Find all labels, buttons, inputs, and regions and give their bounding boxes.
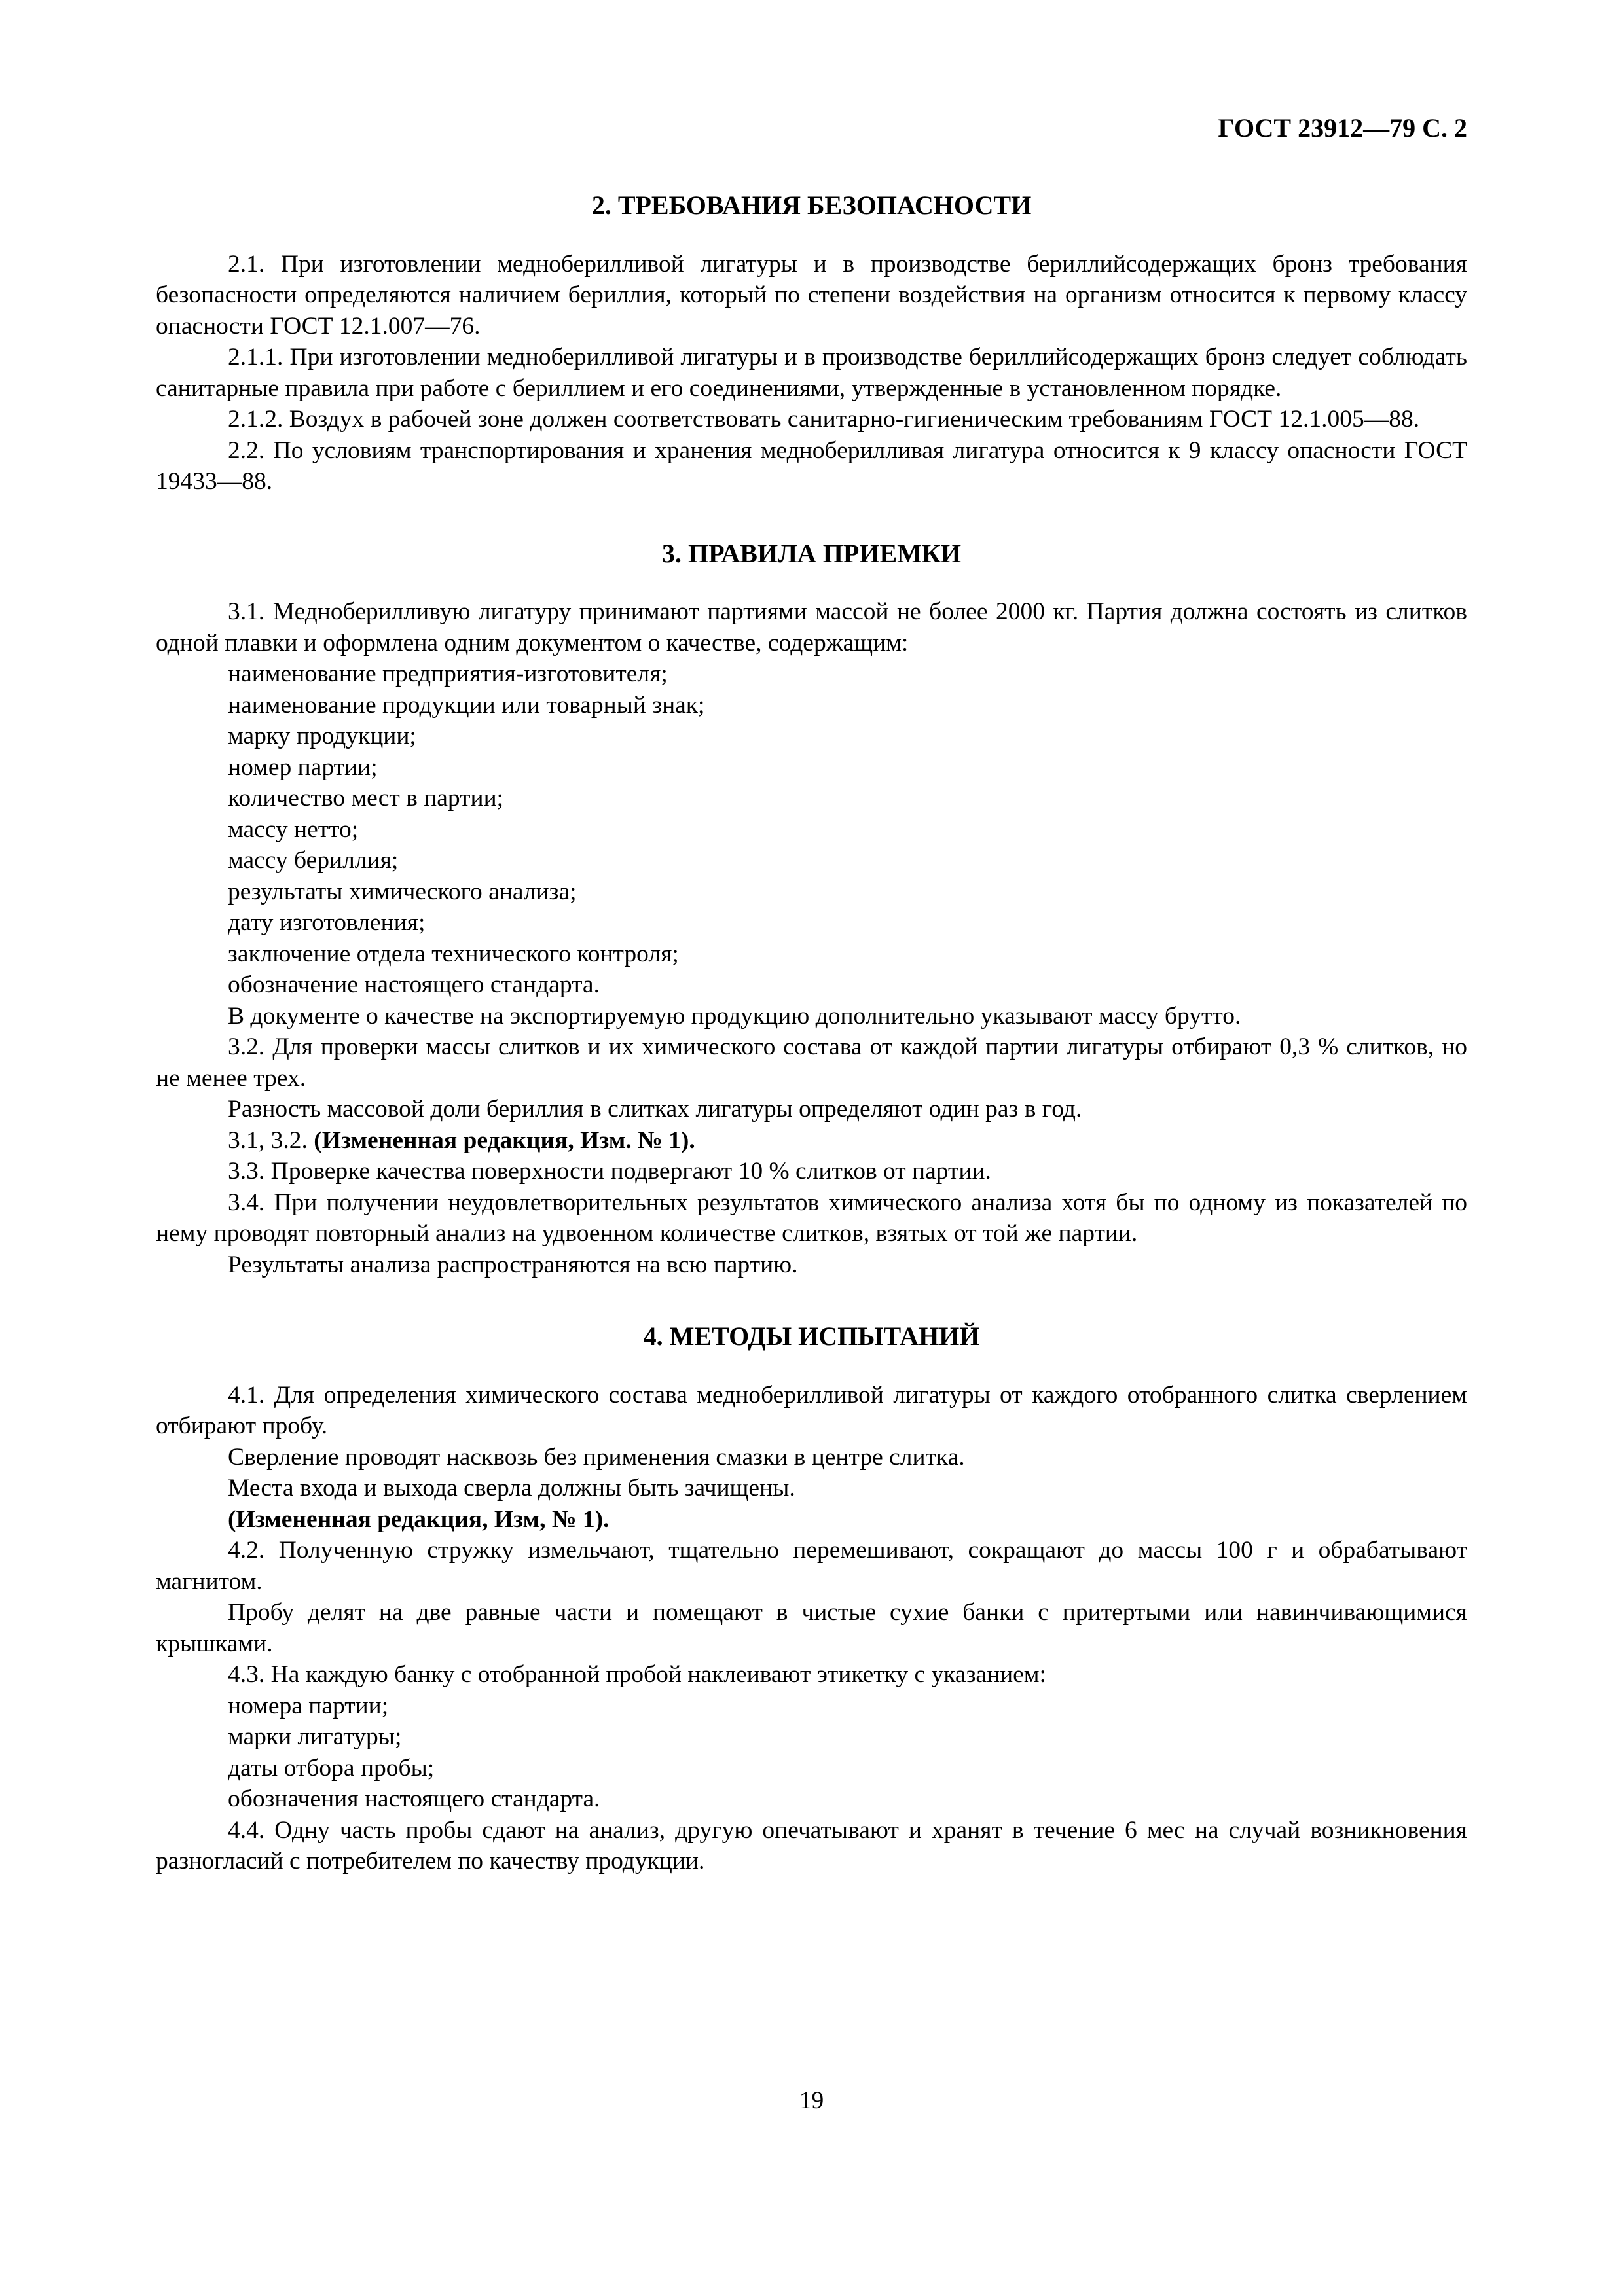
list-item: заключение отдела технического контроля; <box>228 940 679 967</box>
list-item: марку продукции; <box>228 723 416 749</box>
list-item: результаты химического анализа; <box>228 878 577 905</box>
paragraph: 4.4. Одну часть пробы сдают на анализ, другую опечатывают и хранят в течение 6 мес на случай возникновения разногласий с потребителем по качеству продукции. <box>156 1816 1467 1874</box>
section-test-methods <box>156 1321 1467 1877</box>
document-body <box>156 190 1467 1877</box>
section-safety <box>156 190 1467 497</box>
paragraph: 2.1.2. Воздух в рабочей зоне должен соответствовать санитарно-гигиеническим требованиям ГОСТ 12.1.005—88. <box>228 406 1420 433</box>
paragraph: 3.4. При получении неудовлетворительных результатов химического анализа хотя бы по одному из показателей по нему проводят повторный анализ на удвоенном количестве слитков, взятых от той же партии. <box>156 1189 1467 1247</box>
paragraph: 2.1. При изготовлении медноберилливой лигатуры и в производстве бериллийсодержащих бронз требования безопасности определяются наличием бериллия, который по степени воздействия на организм относится к первому классу опасности ГОСТ 12.1.007—76. <box>156 250 1467 340</box>
paragraph: 3.2. Для проверки массы слитков и их химического состава от каждой партии лигатуры отбирают 0,3 % слитков, но не менее трех. <box>156 1033 1467 1092</box>
section-acceptance <box>156 538 1467 1281</box>
paragraph: Результаты анализа распространяются на всю партию. <box>228 1251 798 1278</box>
paragraph: 4.3. На каждую банку с отобранной пробой наклеивают этикетку с указанием: <box>228 1661 1046 1688</box>
list-item: наименование предприятия-изготовителя; <box>228 660 668 687</box>
paragraph: Сверление проводят насквозь без применения смазки в центре слитка. <box>228 1443 965 1471</box>
paragraph: Разность массовой доли бериллия в слитках лигатуры определяют один раз в год. <box>228 1096 1082 1122</box>
list-item: марки лигатуры; <box>228 1723 402 1750</box>
page-number: 19 <box>799 2087 824 2114</box>
list-item: массу нетто; <box>228 816 359 843</box>
list-item: обозначения настоящего стандарта. <box>228 1785 600 1812</box>
list-item: номер партии; <box>228 753 378 781</box>
paragraph: 3.3. Проверке качества поверхности подвергают 10 % слитков от партии. <box>228 1158 991 1185</box>
list-item: наименование продукции или товарный знак; <box>228 691 705 719</box>
list-item: дату изготовления; <box>228 909 426 936</box>
amendment-label: (Измененная редакция, Изм. № 1). <box>314 1126 695 1154</box>
document-header: ГОСТ 23912—79 С. 2 <box>1218 113 1467 143</box>
section-title: 4. МЕТОДЫ ИСПЫТАНИЙ <box>643 1321 980 1351</box>
section-title: 3. ПРАВИЛА ПРИЕМКИ <box>661 538 961 568</box>
paragraph: 2.2. По условиям транспортирования и хранения медноберилливая лигатура относится к 9 классу опасности ГОСТ 19433—88. <box>156 437 1467 495</box>
list-item: обозначение настоящего стандарта. <box>228 971 600 998</box>
section-title: 2. ТРЕБОВАНИЯ БЕЗОПАСНОСТИ <box>591 190 1032 220</box>
paragraph: В документе о качестве на экспортируемую продукцию дополнительно указывают массу брутто. <box>228 1002 1241 1030</box>
list-item: даты отбора пробы; <box>228 1754 435 1782</box>
amendment-ref: 3.1, 3.2. <box>228 1126 314 1154</box>
paragraph: 2.1.1. При изготовлении медноберилливой лигатуры и в производстве бериллийсодержащих бронз следует соблюдать санитарные правила при работе с бериллием и его соединениями, утвержденные в установленном порядке. <box>156 344 1467 402</box>
paragraph: Пробу делят на две равные части и помещают в чистые сухие банки с притертыми или навинчивающимися крышками. <box>156 1599 1467 1657</box>
amendment-label: (Измененная редакция, Изм, № 1). <box>228 1505 610 1533</box>
paragraph: 4.2. Полученную стружку измельчают, тщательно перемешивают, сокращают до массы 100 г и обрабатывают магнитом. <box>156 1537 1467 1595</box>
paragraph: 3.1. Медноберилливую лигатуру принимают партиями массой не более 2000 кг. Партия должна состоять из слитков одной плавки и оформлена одним документом о качестве, содержащим: <box>156 598 1467 656</box>
paragraph: 4.1. Для определения химического состава медноберилливой лигатуры от каждого отобранного слитка сверлением отбирают пробу. <box>156 1381 1467 1439</box>
list-item: номера партии; <box>228 1692 389 1719</box>
list-item: массу бериллия; <box>228 847 399 874</box>
amendment-note <box>156 1125 1467 1157</box>
paragraph: Места входа и выхода сверла должны быть зачищены. <box>228 1475 795 1501</box>
list-item: количество мест в партии; <box>228 785 504 812</box>
